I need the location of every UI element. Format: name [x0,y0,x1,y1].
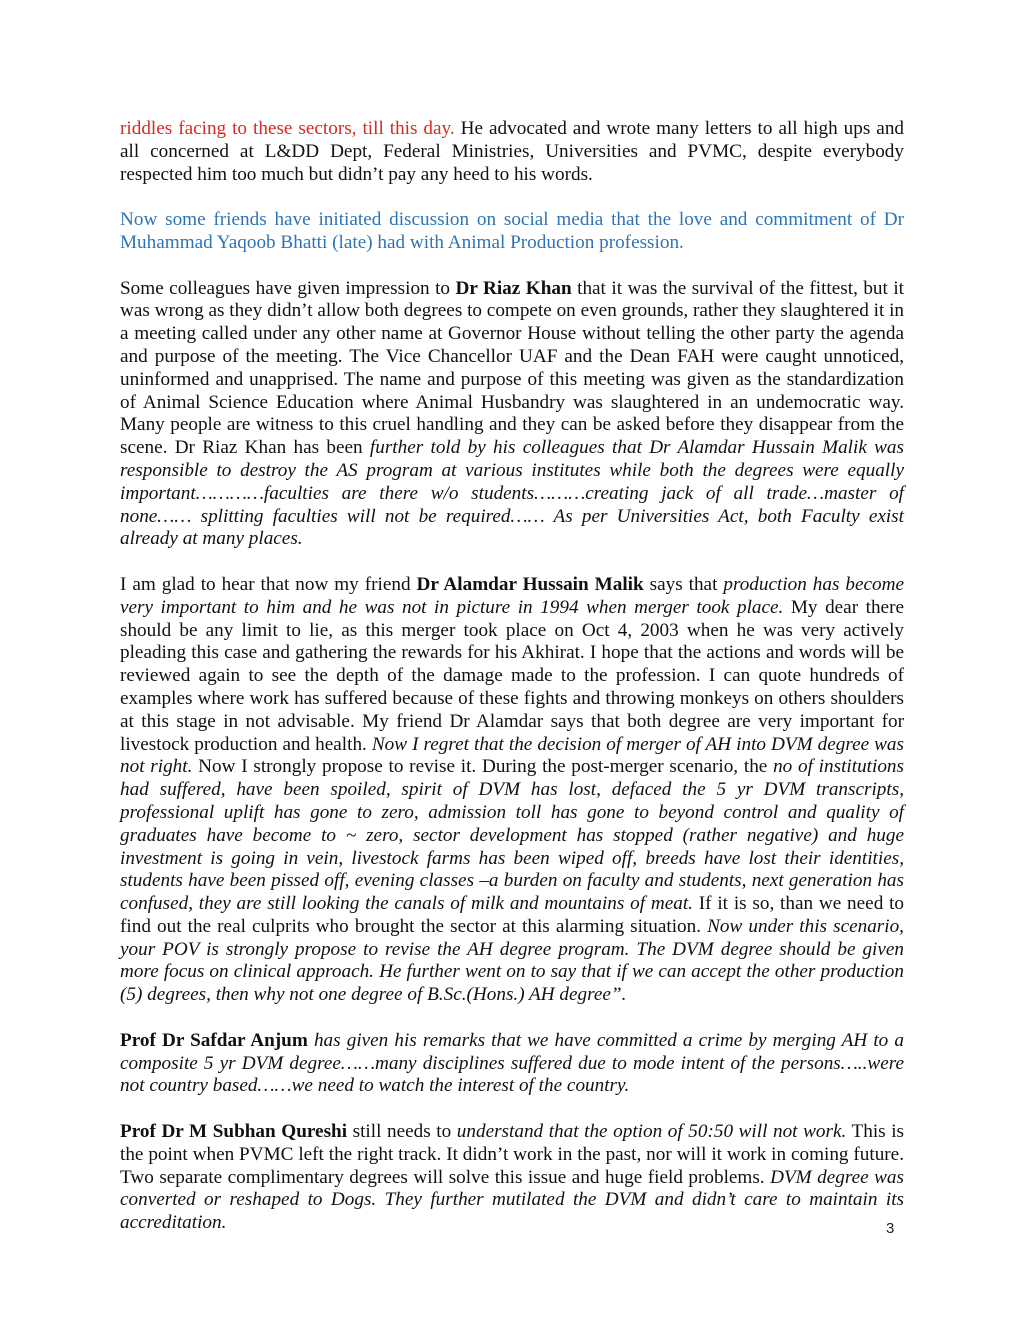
page-number: 3 [886,1220,895,1237]
paragraph-subhan-qureshi [120,1121,904,1235]
paragraph-alamdar-malik [120,574,904,1007]
quoted-remark-italic: production has become very important to him and he was not in picture in 1994 when merger took place. [120,573,904,618]
body-text: This is the point when PVMC left the right track. It didn’t work in the past, nor will it work in coming future. Two separate complimentary degrees will solve this issue and huge field problems. [120,1121,905,1188]
quoted-remark-italic: has given his remarks that we have committed a crime by merging AH to a composite 5 yr DVM degree……many disciplines suffered due to mode intent of the persons…..were not country based……we need to watch the interest of the country. [120,1029,904,1097]
body-text: that it was the survival of the fittest, but it was wrong as they didn’t allow both degrees to compete on even grounds, rather they slaughtered it in a meeting called under any other name at Governor House without telling the other party the agenda and purpose of the meeting. The Vice Chancellor UAF and the Dean FAH were caught unnoticed, uninformed and unapprised. The name and purpose of this meeting was given as the standardization of Animal Science Education where Animal Husbandry was slaughtered in an undemocratic way. Many people are witness to this cruel handling and they can be asked before they disappear from the scene. Dr Riaz Khan has been [120,277,904,459]
body-text: If it is so, than we need to find out the real culprits who brought the sector at this alarming situation. [120,893,905,937]
body-text: Some colleagues have given impression to [120,277,456,299]
body-text: My dear there should be any limit to lie, as this merger took place on Oct 4, 2003 when he was very actively pleading this case and gathering the rewards for his Akhirat. I hope that the actions and words will be reviewed again to see the depth of the damage made to the profession. I can quote hundreds of examples where work has suffered because of these fights and throwing monkeys on others shoulders at this stage in not advisable. My friend Dr Alamdar says that both degree are very important for livestock production and health. [120,596,904,755]
person-name-bold: Dr Alamdar Hussain Malik [416,573,644,595]
body-text: Now I strongly propose to revise it. During the post-merger scenario, the [192,756,774,778]
body-text: I am glad to hear that now my friend [120,573,417,595]
quoted-remark-italic: further told by his colleagues that Dr Alamdar Hussain Malik was responsible to destroy the AS program at various institutes while both the degrees were equally important…………faculties are there w/o students………creating jack of all trade…master of none…… splitting faculties will not be required…… As per Universities Act, both Faculty exist already at many places. [120,437,904,550]
body-text: He advocated and wrote many letters to all high ups and all concerned at L&DD Dept, Federal Ministries, Universities and PVMC, despite everybody respected him too much but didn’t pay any heed to his words. [120,118,905,185]
quoted-remark-italic: Now under this scenario, your POV is strongly propose to revise the AH degree program. The DVM degree should be given more focus on clinical approach. He further went on to say that if we can accept the other production (5) degrees, then why not one degree of B.Sc.(Hons.) AH degree”. [120,915,904,1006]
person-name-bold: Prof Dr Safdar Anjum [120,1029,308,1051]
document-page [120,118,904,1258]
paragraph-riaz-khan [120,278,904,552]
paragraph-safdar-anjum [120,1030,904,1098]
blue-highlight-text: Now some friends have initiated discussion on social media that the love and commitment of Dr Muhammad Yaqoob Bhatti (late) had with Animal Production profession. [120,209,904,253]
red-highlight-text: riddles facing to these sectors, till this day. [120,118,455,139]
quoted-remark-italic: understand that the option of 50:50 will not work. [456,1121,847,1143]
person-name-bold: Dr Riaz Khan [455,277,572,299]
person-name-bold: Prof Dr M Subhan Qureshi [120,1121,348,1143]
paragraph-social-media [120,209,904,255]
quoted-remark-italic: DVM degree was converted or reshaped to Dogs. They further mutilated the DVM and didn’t care to maintain its accreditation. [120,1166,904,1234]
paragraph-riddles [120,118,904,186]
quoted-remark-italic: no of institutions had suffered, have been spoiled, spirit of DVM has lost, defaced the 5 yr DVM transcripts, professional uplift has gone to zero, admission toll has gone to beyond control and quality of graduates have become to ~ zero, sector development has stopped (rather negative) and huge investment is going in vein, livestock farms has been wiped off, breeds have lost their identities, students have been pissed off, evening classes –a burden on faculty and students, next generation has confused, they are still looking the canals of milk and mountains of meat. [120,756,904,915]
body-text: says that [643,573,724,595]
quoted-remark-italic: Now I regret that the decision of merger of AH into DVM degree was not right. [120,733,904,778]
body-text: still needs to [347,1121,457,1143]
